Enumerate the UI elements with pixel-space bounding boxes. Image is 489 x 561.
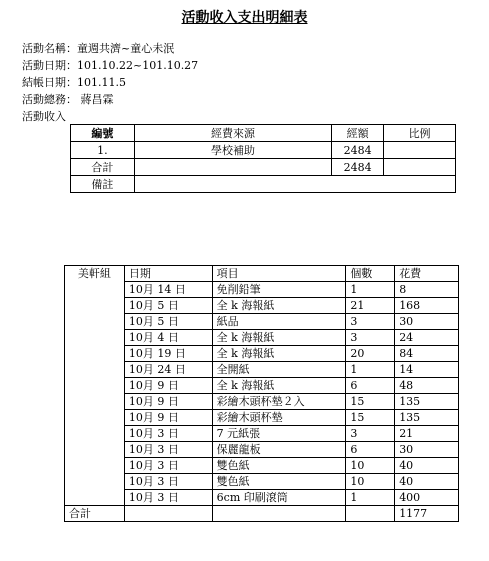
income-cell-number: 1.: [71, 142, 135, 159]
expense-cell-date: 10月 9 日: [124, 410, 212, 426]
info-treasurer: 活動總務： 蔣昌霖: [22, 93, 114, 106]
expense-cell-count: 3: [346, 330, 395, 346]
expense-header-count: 個數: [346, 266, 395, 282]
expense-cell-cost: 135: [395, 394, 459, 410]
expense-cell-date: 10月 4 日: [124, 330, 212, 346]
expense-cell-count: 15: [346, 394, 395, 410]
expense-total-value: 1177: [395, 506, 459, 522]
expense-row: [65, 474, 459, 490]
expense-cell-count: 3: [346, 426, 395, 442]
expense-cell-date: 10月 9 日: [124, 394, 212, 410]
expense-cell-cost: 40: [395, 474, 459, 490]
info-settlement-date: 結帳日期：101.11.5: [22, 76, 126, 89]
expense-cell-date: 10月 3 日: [124, 442, 212, 458]
income-header-row: [71, 125, 456, 142]
expense-header-date: 日期: [124, 266, 212, 282]
expense-row: [65, 426, 459, 442]
expense-row: [65, 314, 459, 330]
income-header-amount: 經額: [332, 125, 384, 142]
expense-cell-cost: 400: [395, 490, 459, 506]
expense-cell-cost: 135: [395, 410, 459, 426]
expense-total-label: 合計: [65, 506, 125, 522]
expense-cell-item: 全 k 海報紙: [212, 330, 346, 346]
expense-row: [65, 282, 459, 298]
income-cell-amount: 2484: [332, 142, 384, 159]
expense-cell-count: 1: [346, 362, 395, 378]
expense-cell-count: 21: [346, 298, 395, 314]
expense-cell-date: 10月 3 日: [124, 474, 212, 490]
expense-row: [65, 378, 459, 394]
expense-cell-date: 10月 19 日: [124, 346, 212, 362]
income-header-source: 經費來源: [134, 125, 331, 142]
income-header-ratio: 比例: [384, 125, 456, 142]
expense-cell-count: 15: [346, 410, 395, 426]
income-remark-value: [134, 176, 455, 193]
expense-total-blank: [212, 506, 346, 522]
expense-cell-count: 3: [346, 314, 395, 330]
expense-header-cost: 花費: [395, 266, 459, 282]
expense-cell-item: 免削鉛筆: [212, 282, 346, 298]
document-title: 活動收入支出明細表: [181, 10, 308, 26]
expense-cell-item: 全 k 海報紙: [212, 378, 346, 394]
expense-cell-count: 10: [346, 458, 395, 474]
expense-cell-item: 彩繪木頭杯墊２入: [212, 394, 346, 410]
expense-table: [64, 265, 459, 522]
income-cell-source: 學校補助: [134, 142, 331, 159]
expense-header-item: 項目: [212, 266, 346, 282]
expense-group-label: 美軒組: [65, 266, 125, 506]
info-activity-name: 活動名稱：童週共濟~童心未泯: [22, 42, 175, 55]
expense-row: [65, 442, 459, 458]
expense-cell-item: 彩繪木頭杯墊: [212, 410, 346, 426]
expense-cell-count: 20: [346, 346, 395, 362]
income-total-label: 合計: [71, 159, 135, 176]
expense-cell-cost: 21: [395, 426, 459, 442]
expense-cell-cost: 30: [395, 314, 459, 330]
expense-header-row: [65, 266, 459, 282]
income-remark-row: [71, 176, 456, 193]
income-section-label: 活動收入: [22, 110, 66, 123]
income-cell-ratio: [384, 142, 456, 159]
income-total-row: [71, 159, 456, 176]
expense-cell-cost: 30: [395, 442, 459, 458]
expense-row: [65, 362, 459, 378]
expense-row: [65, 394, 459, 410]
expense-total-row: [65, 506, 459, 522]
expense-row: [65, 410, 459, 426]
expense-row: [65, 330, 459, 346]
info-activity-date: 活動日期：101.10.22~101.10.27: [22, 59, 199, 72]
expense-cell-item: 7 元紙張: [212, 426, 346, 442]
expense-cell-item: 6cm 印刷滾筒: [212, 490, 346, 506]
expense-total-blank: [124, 506, 212, 522]
expense-cell-date: 10月 24 日: [124, 362, 212, 378]
expense-cell-date: 10月 14 日: [124, 282, 212, 298]
expense-cell-cost: 24: [395, 330, 459, 346]
income-header-number: 編號: [71, 125, 135, 142]
expense-cell-item: 紙品: [212, 314, 346, 330]
expense-row: [65, 298, 459, 314]
expense-cell-item: 雙色紙: [212, 474, 346, 490]
expense-cell-cost: 14: [395, 362, 459, 378]
income-table: [70, 124, 456, 193]
expense-cell-cost: 40: [395, 458, 459, 474]
expense-cell-item: 全 k 海報紙: [212, 346, 346, 362]
expense-cell-cost: 8: [395, 282, 459, 298]
expense-cell-count: 6: [346, 378, 395, 394]
expense-cell-count: 6: [346, 442, 395, 458]
expense-row: [65, 346, 459, 362]
expense-cell-date: 10月 3 日: [124, 458, 212, 474]
expense-cell-date: 10月 9 日: [124, 378, 212, 394]
expense-cell-count: 1: [346, 490, 395, 506]
expense-cell-date: 10月 3 日: [124, 490, 212, 506]
expense-row: [65, 490, 459, 506]
expense-cell-item: 全開紙: [212, 362, 346, 378]
income-total-ratio-blank: [384, 159, 456, 176]
expense-cell-cost: 168: [395, 298, 459, 314]
income-total-value: 2484: [332, 159, 384, 176]
expense-cell-item: 全 k 海報紙: [212, 298, 346, 314]
income-row: [71, 142, 456, 159]
expense-cell-cost: 48: [395, 378, 459, 394]
expense-cell-date: 10月 5 日: [124, 298, 212, 314]
expense-total-blank: [346, 506, 395, 522]
expense-row: [65, 458, 459, 474]
expense-cell-date: 10月 3 日: [124, 426, 212, 442]
expense-cell-count: 10: [346, 474, 395, 490]
expense-cell-item: 保麗龍板: [212, 442, 346, 458]
income-remark-label: 備註: [71, 176, 135, 193]
expense-cell-cost: 84: [395, 346, 459, 362]
expense-cell-item: 雙色紙: [212, 458, 346, 474]
expense-cell-date: 10月 5 日: [124, 314, 212, 330]
income-total-blank: [134, 159, 331, 176]
expense-cell-count: 1: [346, 282, 395, 298]
